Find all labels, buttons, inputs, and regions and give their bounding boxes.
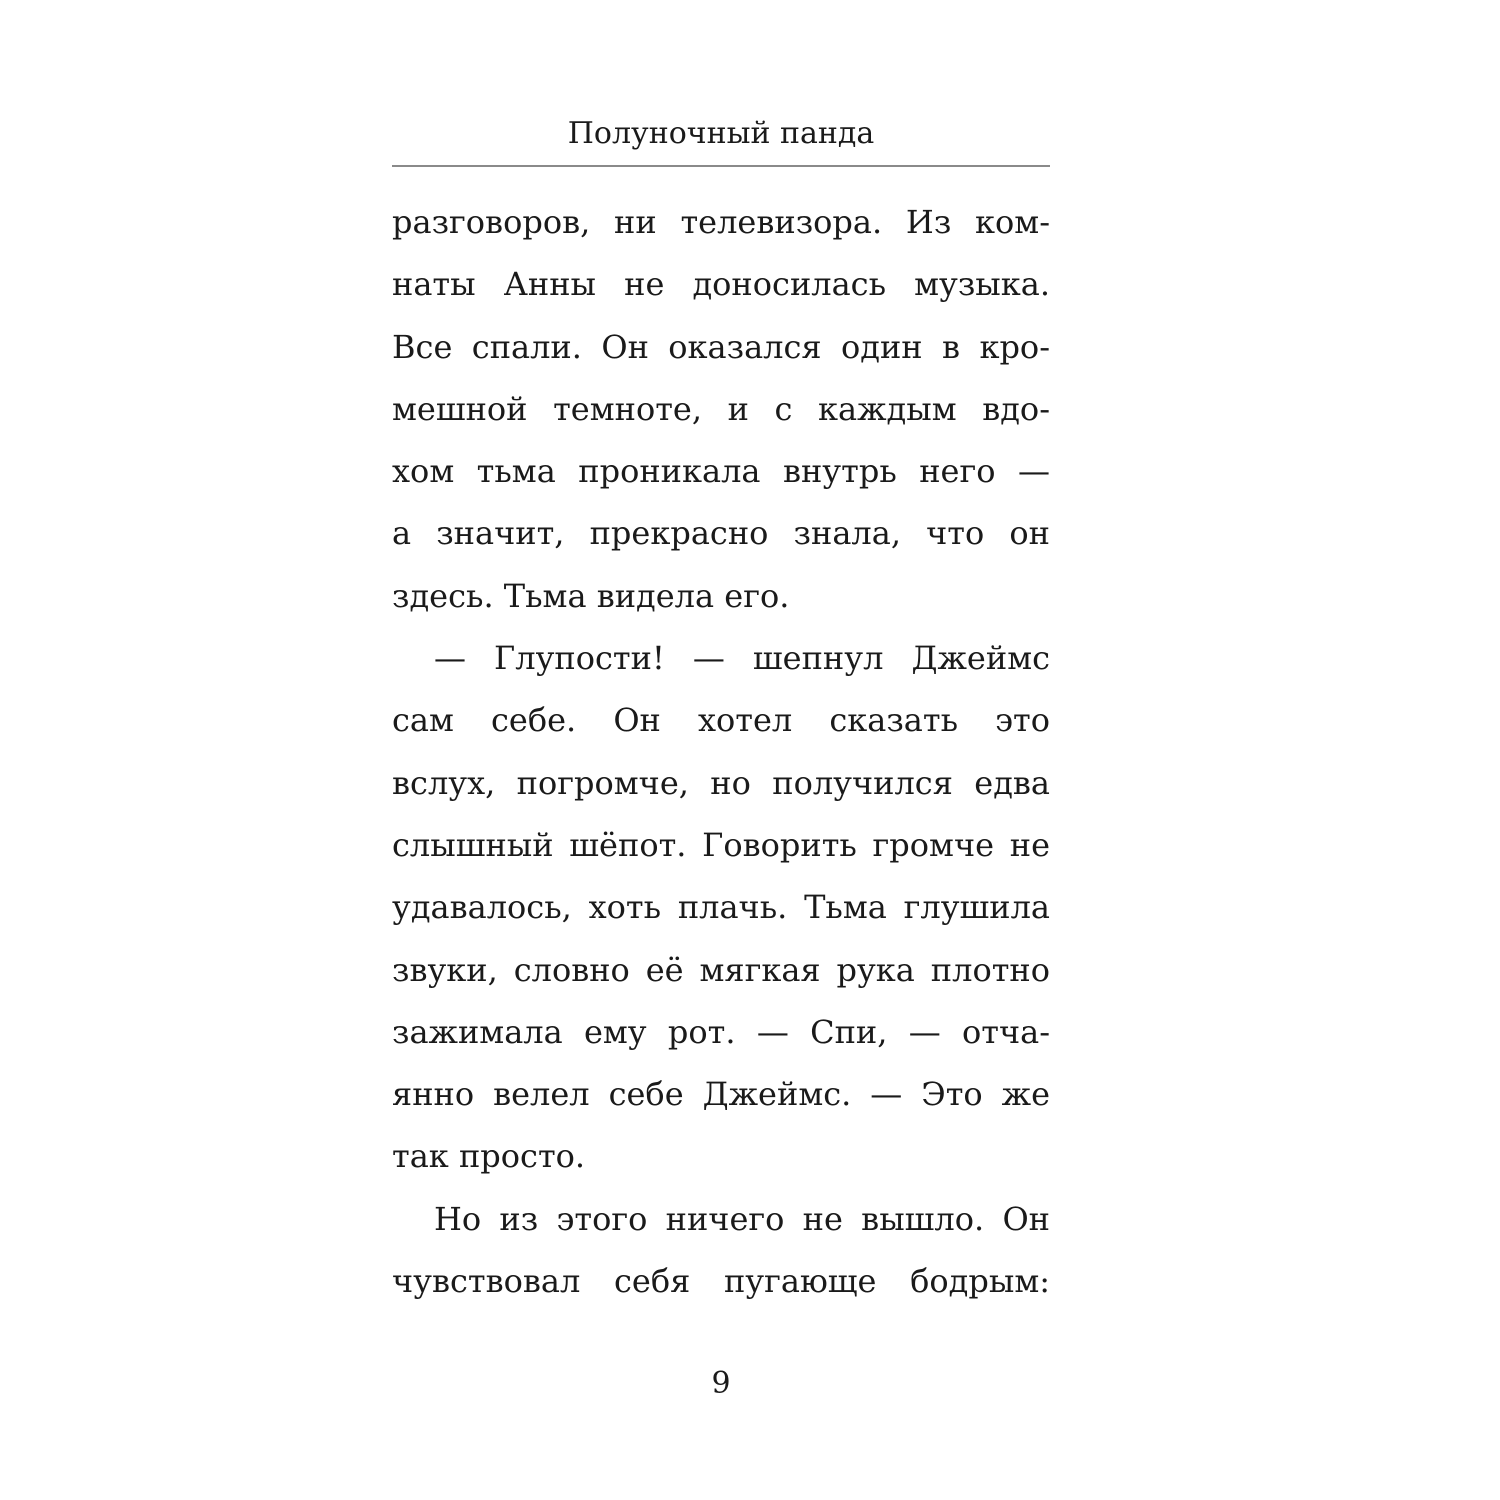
text-line: слышный шёпот. Говорить громче не [392, 825, 1050, 864]
text-line: удавалось, хоть плачь. Тьма глушила [392, 888, 1050, 927]
running-head: Полуночный панда [567, 116, 875, 151]
text-line: здесь. Тьма видела его. [392, 576, 790, 615]
text-line: так просто. [392, 1137, 586, 1176]
text-line: сам себе. Он хотел сказать это [392, 701, 1050, 740]
text-line: хом тьма проникала внутрь него — [392, 452, 1050, 491]
text-line: Но из этого ничего не вышло. Он [434, 1199, 1050, 1238]
text-line: Все спали. Он оказался один в кро- [392, 327, 1050, 366]
text-line: наты Анны не доносилась музыка. [392, 265, 1050, 304]
text-line: звуки, словно её мягкая рука плотно [392, 950, 1050, 989]
text-line: зажимала ему рот. — Спи, — отча- [392, 1012, 1050, 1051]
text-line: вслух, погромче, но получился едва [392, 763, 1050, 802]
text-line: разговоров, ни телевизора. Из ком- [392, 203, 1050, 241]
text-line: чувствовал себя пугающе бодрым: [392, 1262, 1050, 1301]
text-line: а значит, прекрасно знала, что он [392, 514, 1050, 553]
text-line: мешной темноте, и с каждым вдо- [392, 389, 1050, 428]
page-number: 9 [711, 1366, 731, 1401]
header-rule [392, 165, 1050, 167]
body-text [392, 191, 1050, 1312]
text-line: — Глупости! — шепнул Джеймс [434, 639, 1050, 678]
text-line: янно велел себе Джеймс. — Это же [392, 1075, 1050, 1114]
